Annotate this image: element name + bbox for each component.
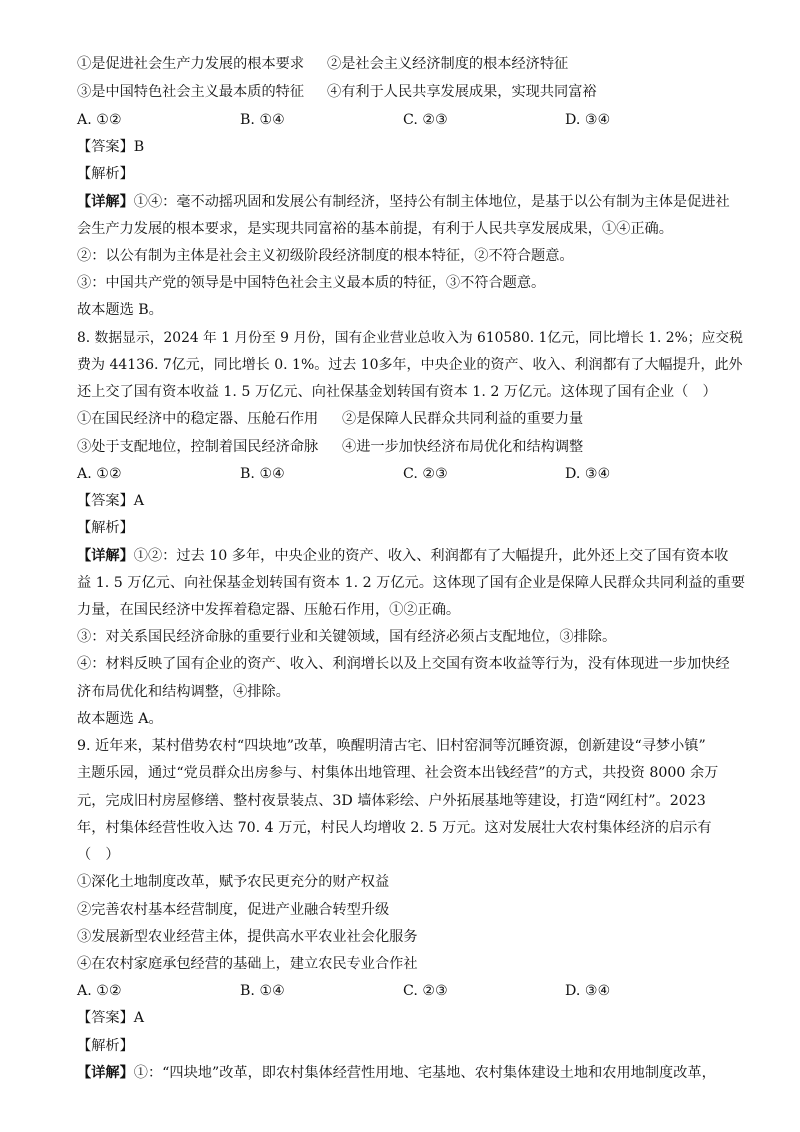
q7-option-d: D. ③④ [565, 112, 611, 128]
q8-detail-line-3: 力量，在国民经济中发挥着稳定器、压舱石作用，①②正确。 [77, 602, 461, 618]
q8-detail-text-1: ①②：过去 10 多年，中央企业的资产、收入、利润都有了大幅提升，此外还上交了国有资本收 [133, 548, 729, 564]
q8-statements-row-1 [77, 409, 737, 429]
q8-detail-line-1 [77, 546, 728, 566]
q9-stem-line-4: 年，村集体经营性收入达 70. 4 万元，村民人均增收 2. 5 万元。这对发展壮大农村集体经济的启示有 [77, 820, 712, 836]
q7-statements-row-2 [77, 82, 737, 102]
q9-option-b: B. ①④ [240, 983, 285, 999]
q7-statements-row-1 [77, 54, 737, 74]
q9-detail-tag: 【详解】 [77, 1065, 134, 1081]
q9-statement-3: ③发展新型农业经营主体，提供高水平农业社会化服务 [77, 929, 418, 945]
q9-option-d: D. ③④ [565, 983, 611, 999]
q8-detail-line-2: 益 1. 5 万亿元、向社保基金划转国有资本 1. 2 万亿元。这体现了国有企业是保障人民群众共同利益的重要 [77, 575, 746, 591]
q8-options [77, 464, 737, 484]
q9-option-c: C. ②③ [403, 983, 448, 999]
q7-answer: 【答案】B [77, 139, 145, 155]
q8-stem-line-2: 费为 44136. 7亿元，同比增长 0. 1%。过去 10多年，中央企业的资产、收入、利润都有了大幅提升，此外 [77, 357, 743, 373]
q7-option-c: C. ②③ [403, 112, 448, 128]
q8-statement-2: ②是保障人民群众共同利益的重要力量 [342, 411, 584, 427]
q8-conclusion: 故本题选 A。 [77, 711, 163, 727]
q8-statement-3: ③处于支配地位，控制着国民经济命脉 [77, 439, 319, 455]
q8-stem-line-3: 还上交了国有资本收益 1. 5 万亿元、向社保基金划转国有资本 1. 2 万亿元。这体现了国有企业（ ） [77, 384, 717, 400]
q7-detail-text-1: ①④：毫不动摇巩固和发展公有制经济，坚持公有制主体地位，是基于以公有制为主体是促进社 [133, 194, 730, 210]
q9-stem-line-3: 元，完成旧村房屋修缮、整村夜景装点、3D 墙体彩绘、户外拓展基地等建设，打造“网红村”。2023 [77, 793, 706, 809]
q7-detail-line-4: ③：中国共产党的领导是中国特色社会主义最本质的特征，③不符合题意。 [77, 275, 546, 291]
q9-option-a: A. ①② [77, 983, 122, 999]
q9-detail-line-1 [77, 1063, 716, 1083]
q9-stem-line-1: 9. 近年来，某村借势农村“四块地”改革，唤醒明清古宅、旧村窑洞等沉睡资源，创新建设“寻梦小镇” [77, 738, 706, 754]
q8-detail-tag: 【详解】 [77, 548, 134, 564]
q9-statement-4: ④在农村家庭承包经营的基础上，建立农民专业合作社 [77, 956, 418, 972]
q7-statement-4: ④有利于人民共享发展成果，实现共同富裕 [327, 84, 597, 100]
q9-statement-2: ②完善农村基本经营制度，促进产业融合转型升级 [77, 902, 390, 918]
q7-option-b: B. ①④ [240, 112, 285, 128]
q7-options [77, 110, 737, 130]
q7-option-a: A. ①② [77, 112, 122, 128]
q7-detail-tag: 【详解】 [77, 194, 134, 210]
q8-option-c: C. ②③ [403, 466, 448, 482]
q9-stem-line-2: 主题乐园，通过“党员群众出房参与、村集体出地管理、社会资本出钱经营”的方式，共投资 8000 余万 [77, 765, 719, 781]
q8-statement-4: ④进一步加快经济布局优化和结构调整 [342, 439, 584, 455]
q8-analysis-label: 【解析】 [77, 520, 134, 536]
q8-detail-line-6: 济布局优化和结构调整，④排除。 [77, 684, 290, 700]
q8-stem-line-1: 8. 数据显示，2024 年 1 月份至 9 月份，国有企业营业总收入为 610580. 1亿元，同比增长 1. 2%；应交税 [77, 330, 743, 346]
q9-answer: 【答案】A [77, 1010, 144, 1026]
q8-option-d: D. ③④ [565, 466, 611, 482]
q8-statement-1: ①在国民经济中的稳定器、压舱石作用 [77, 411, 319, 427]
q7-detail-line-1 [77, 192, 730, 212]
q8-answer: 【答案】A [77, 493, 144, 509]
q8-option-a: A. ①② [77, 466, 122, 482]
q9-statement-1: ①深化土地制度改革，赋予农民更充分的财产权益 [77, 874, 390, 890]
q7-detail-line-2: 会生产力发展的根本要求，是实现共同富裕的基本前提，有利于人民共享发展成果，①④正确。 [77, 221, 673, 237]
q7-statement-1: ①是促进社会生产力发展的根本要求 [77, 56, 305, 72]
q9-analysis-label: 【解析】 [77, 1038, 134, 1054]
q8-statements-row-2 [77, 437, 737, 457]
q8-detail-line-4: ③：对关系国民经济命脉的重要行业和关键领域，国有经济必须占支配地位，③排除。 [77, 629, 617, 645]
q7-statement-3: ③是中国特色社会主义最本质的特征 [77, 84, 305, 100]
q7-analysis-label: 【解析】 [77, 166, 134, 182]
q9-detail-text-1: ①：“四块地”改革，即农村集体经营性用地、宅基地、农村集体建设土地和农用地制度改革， [133, 1065, 716, 1081]
q8-detail-line-5: ④：材料反映了国有企业的资产、收入、利润增长以及上交国有资本收益等行为，没有体现进一步加快经 [77, 656, 730, 672]
q7-statement-2: ②是社会主义经济制度的根本经济特征 [327, 56, 569, 72]
q7-detail-line-3: ②：以公有制为主体是社会主义初级阶段经济制度的根本特征，②不符合题意。 [77, 248, 574, 264]
q8-option-b: B. ①④ [240, 466, 285, 482]
q9-options [77, 981, 737, 1001]
q7-conclusion: 故本题选 B。 [77, 302, 163, 318]
q9-stem-line-5: （ ） [77, 847, 120, 863]
